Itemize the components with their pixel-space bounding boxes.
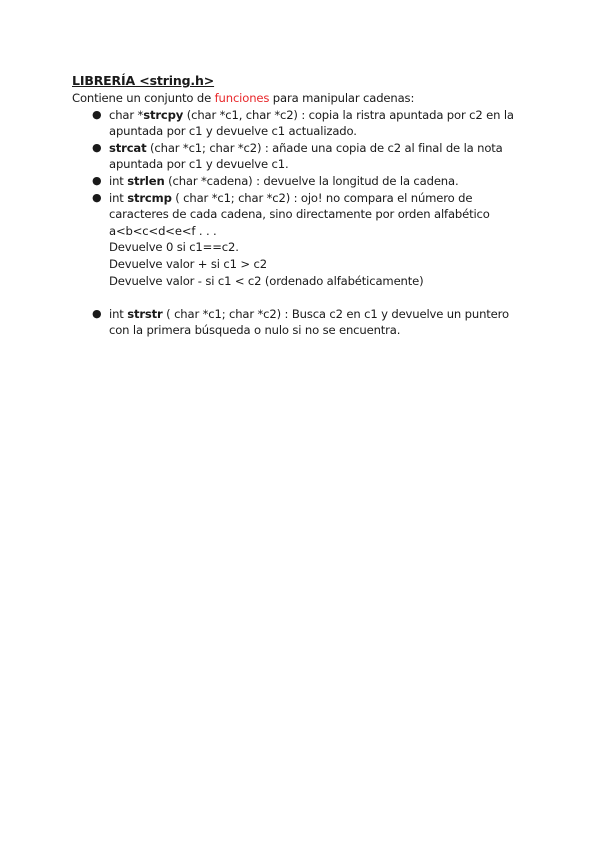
intro-text-after: para manipular cadenas: — [269, 91, 415, 105]
document-page — [72, 72, 532, 339]
intro-paragraph — [72, 90, 532, 107]
return-line-equal: Devuelve 0 si c1==c2. — [109, 240, 239, 255]
function-name: strcpy — [143, 107, 184, 122]
list-item-strcpy — [92, 107, 532, 140]
item-description: (char *c1, char *c2) : copia la ristra apuntada por c2 en la apuntada por c1 y devuelve c1 actualizado. — [109, 107, 514, 139]
item-prefix: int — [109, 173, 128, 188]
intro-text-before: Contiene un conjunto de — [72, 91, 215, 105]
blank-line — [109, 289, 532, 306]
return-line-less: Devuelve valor - si c1 < c2 (ordenado alfabéticamente) — [109, 273, 424, 288]
page-title: LIBRERÍA <string.h> — [72, 73, 215, 88]
list-item-strcmp — [92, 190, 532, 290]
item-description: ( char *c1; char *c2) : Busca c2 en c1 y devuelve un puntero con la primera búsqueda o nulo si no se encuentra. — [109, 306, 509, 338]
function-name: strcat — [109, 140, 147, 155]
list-item-strlen — [92, 173, 532, 190]
intro-highlight: funciones — [214, 91, 270, 105]
item-prefix: int — [109, 190, 128, 205]
item-prefix: int — [109, 306, 128, 321]
bullet-icon: ● — [92, 140, 102, 154]
item-description: (char *c1; char *c2) : añade una copia de c2 al final de la nota apuntada por c1 y devuelve c1. — [109, 140, 503, 172]
bullet-icon: ● — [92, 306, 102, 320]
item-prefix: char * — [109, 107, 144, 122]
item-description: ( char *c1; char *c2) : ojo! no compara el número de caracteres de cada cadena, sino directamente por orden alfabético a<b<c<d<e<f . . . — [109, 190, 490, 238]
list-item-strstr — [92, 306, 532, 339]
function-list — [72, 107, 532, 339]
list-item-strcat — [92, 140, 532, 173]
function-name: strcmp — [127, 190, 172, 205]
bullet-icon: ● — [92, 173, 102, 187]
item-description: (char *cadena) : devuelve la longitud de la cadena. — [164, 173, 459, 188]
bullet-icon: ● — [92, 107, 102, 121]
bullet-icon: ● — [92, 190, 102, 204]
return-line-greater: Devuelve valor + si c1 > c2 — [109, 256, 267, 271]
function-name: strlen — [127, 173, 165, 188]
function-name: strstr — [127, 306, 163, 321]
